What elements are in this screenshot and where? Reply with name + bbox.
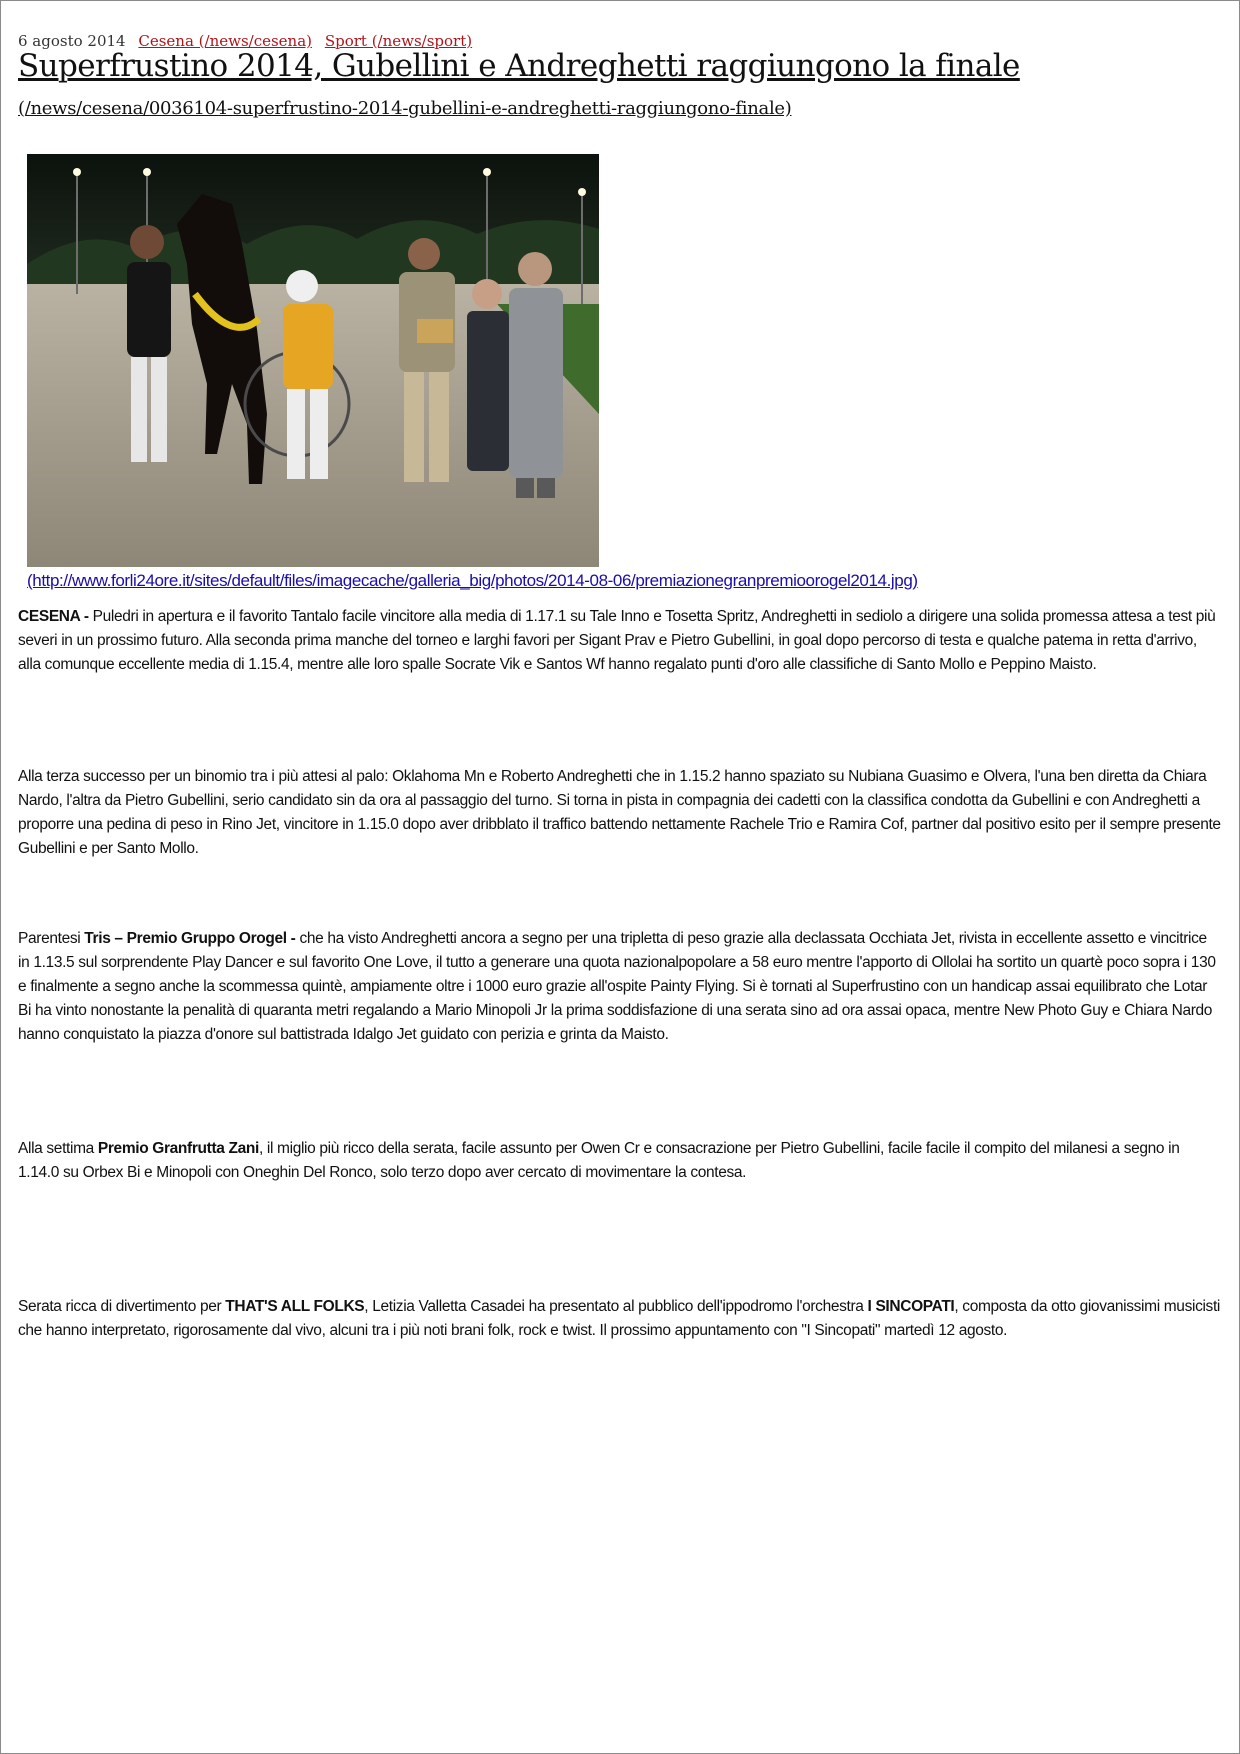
photo-source-link[interactable]: (http://www.forli24ore.it/sites/default/files/imagecache/galleria_big/photos/2014-08-06/premiazionegranpremioorogel2014.jpg)	[27, 571, 918, 590]
paragraph-1-lead: CESENA -	[18, 608, 89, 625]
award-ceremony-photo	[27, 154, 599, 567]
paragraph-2: Alla terza successo per un binomio tra i più attesi al palo: Oklahoma Mn e Roberto Andreghetti che in 1.15.2 hanno spaziato su Nubiana Guasimo e Olvera, l'una ben diretta da Chiara Nardo, l'altra da Pietro Gubellini, serio candidato sin da ora al passaggio del turno. Si torna in pista in compagnia dei cadetti con la classifica condotta da Gubellini e con Andreghetti a proporre una pedina di peso in Rino Jet, vincitore in 1.15.0 dopo aver dribblato il traffico battendo nettamente Rachele Trio e Ramira Cof, partner dal positivo esito per il sempre presente Gubellini e per Santo Mollo.	[18, 768, 1221, 857]
paragraph-3-text: che ha visto Andreghetti ancora a segno per una tripletta di peso grazie alla declassata Occhiata Jet, rivista in eccellente assetto e vincitrice in 1.13.5 sul sorprendente Play Dancer e sul favorito One Love, il tutto a generare una quota nazionalpopolare a 58 euro mentre l'apporto di Ollolai ha sortito un quartè poco sopra i 130 e finalmente a segno anche la scommessa quintè, ampiamente oltre i 1000 euro grazie all'ospite Painty Flying. Si è tornati al Superfrustino con un handicap assai equilibrato che Lotar Bi ha vinto nonostante la penalità di quaranta metri regalando a Mario Minopoli Jr la prima soddisfazione di una serata sino ad ora assai opaca, mentre New Photo Guy e Chiara Nardo hanno conquistato la piazza d'onore sul battistrada Idalgo Jet guidato con perizia e grinta da Maisto.	[18, 930, 1216, 1043]
paragraph-5-mid: , Letizia Valletta Casadei ha presentato al pubblico dell'ippodromo l'orchestra	[364, 1298, 868, 1315]
paragraph-1-text: Puledri in apertura e il favorito Tantalo facile vincitore alla media di 1.17.1 su Tale Inno e Tosetta Spritz, Andreghetti in sediolo a dirigere una solida promessa attesa a test più severi in un prossimo futuro. Alla seconda prima manche del torneo e larghi favori per Sigant Prav e Pietro Gubellini, in goal dopo percorso di testa e qualche patema in retta d'arrivo, alla comunque eccellente media di 1.15.4, mentre alle loro spalle Socrate Vik e Santos Wf hanno regalato punti d'oro alle classifiche di Santo Mollo e Peppino Maisto.	[18, 608, 1216, 673]
paragraph-4-text: , il miglio più ricco della serata, facile assunto per Owen Cr e consacrazione per Pietro Gubellini, facile facile il compito del milanesi a segno in 1.14.0 su Orbex Bi e Minopoli con Oneghin Del Ronco, solo terzo dopo aver cercato di movimentare la contesa.	[18, 1140, 1180, 1181]
paragraph-4	[18, 1137, 1222, 1185]
paragraph-4-pre: Alla settima	[18, 1140, 98, 1157]
paragraph-5	[18, 1295, 1222, 1343]
paragraph-3-pre: Parentesi	[18, 930, 85, 947]
paragraph-3	[18, 927, 1222, 1047]
paragraph-5-text: , composta da otto giovanissimi musicisti che hanno interpretato, rigorosamente dal vivo, alcuni tra i più noti brani folk, rock e twist. Il prossimo appuntamento con "I Sincopati" martedì 12 agosto.	[18, 1298, 1221, 1339]
article-photo[interactable]	[27, 154, 599, 567]
paragraph-5-bold-2: I SINCOPATI	[867, 1298, 955, 1315]
paragraph-4-bold: Premio Granfrutta Zani	[97, 1140, 259, 1157]
category-link-cesena[interactable]: Cesena (/news/cesena)	[138, 32, 313, 50]
paragraph-5-bold: THAT'S ALL FOLKS	[225, 1298, 365, 1315]
paragraph-5-pre: Serata ricca di divertimento per	[18, 1298, 226, 1315]
article-headline[interactable]: Superfrustino 2014, Gubellini e Andreghetti raggiungono la finale	[18, 48, 1020, 84]
paragraph-3-bold: Tris – Premio Gruppo Orogel -	[84, 930, 296, 947]
paragraph-1	[18, 605, 1222, 677]
article-date: 6 agosto 2014	[18, 32, 126, 50]
category-link-sport[interactable]: Sport (/news/sport)	[324, 32, 473, 50]
article-url-link[interactable]: (/news/cesena/0036104-superfrustino-2014-gubellini-e-andreghetti-raggiungono-finale)	[18, 98, 792, 119]
